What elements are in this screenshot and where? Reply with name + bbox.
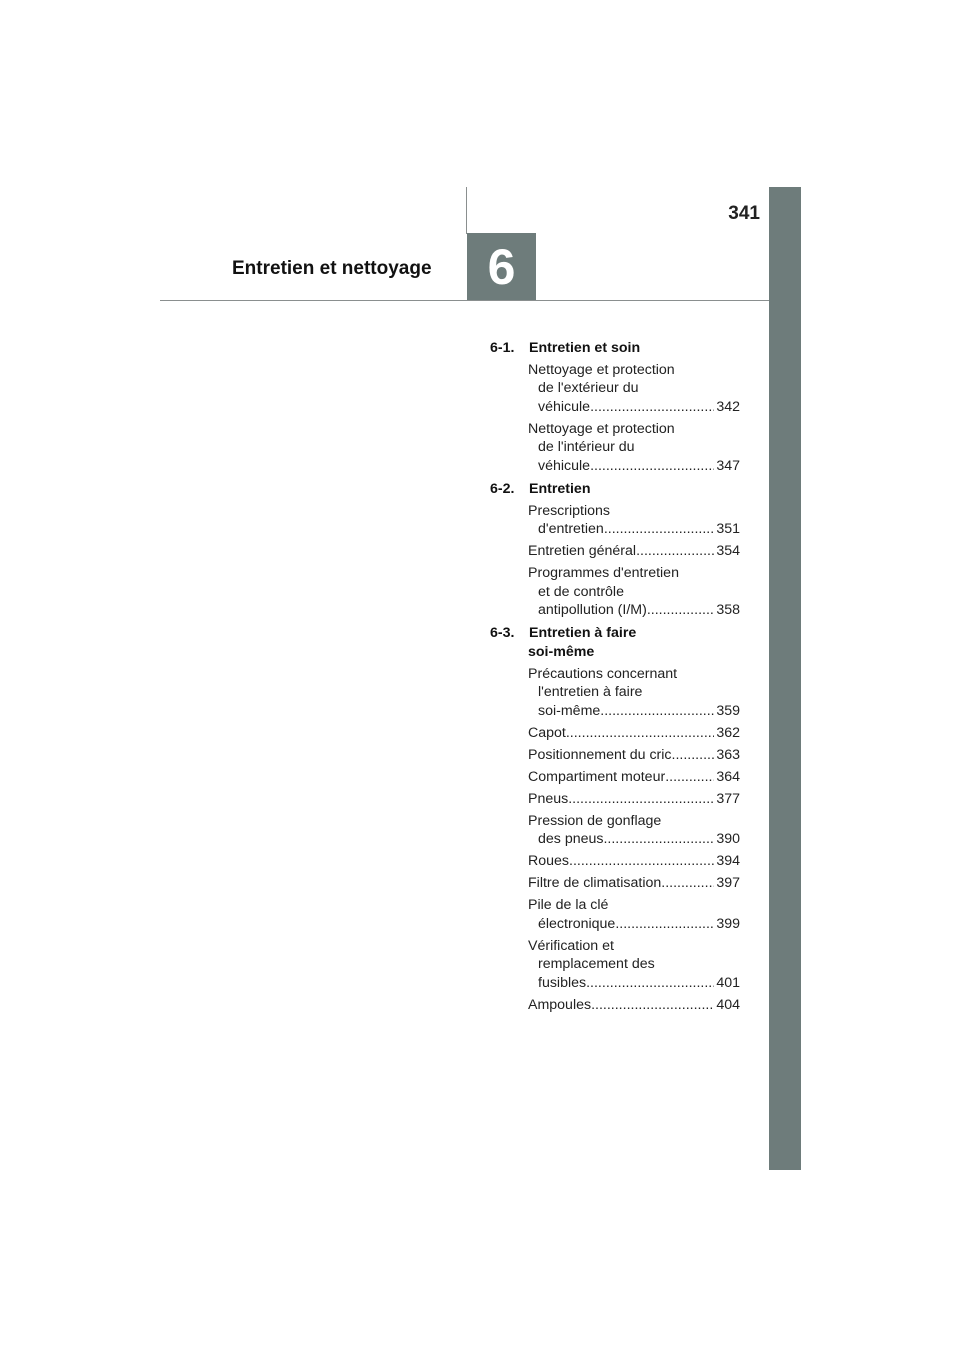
section-heading: [490, 339, 740, 358]
toc-entry-line: [528, 724, 740, 743]
section-heading: [490, 624, 740, 643]
toc-entry: [528, 790, 740, 809]
toc-entry-text: fusibles: [538, 974, 587, 991]
table-of-contents: [490, 334, 740, 1014]
dot-leader: [636, 542, 714, 561]
toc-entry-text: Pile de la clé: [528, 897, 609, 913]
section-title: Entretien et soin: [529, 339, 641, 356]
dot-leader: [569, 852, 714, 871]
toc-entry-text: Pression de gonflage: [528, 812, 662, 829]
toc-entry-text: d'entretien: [538, 521, 604, 537]
section-number: 6-1.: [490, 339, 515, 356]
toc-entry-text: Capot: [528, 724, 566, 741]
dot-leader: [590, 398, 714, 417]
toc-entry-text: Ampoules: [528, 996, 592, 1013]
toc-entry-text: Programmes d'entretien: [528, 565, 679, 581]
section-number: 6-3.: [490, 625, 515, 641]
toc-entry-text: Nettoyage et protection: [528, 420, 675, 437]
toc-entry-line: [528, 601, 740, 620]
toc-page-number: 404: [716, 996, 740, 1013]
toc-page-number: 359: [716, 702, 740, 719]
section-title: Entretien: [529, 480, 591, 497]
toc-entry-text: de l'extérieur du: [538, 380, 639, 396]
toc-entry: [528, 768, 740, 787]
dot-leader: [661, 874, 714, 893]
dot-leader: [586, 974, 714, 993]
toc-entry-line: [528, 457, 740, 476]
chapter-number-box: 6: [467, 233, 536, 301]
section-title: Entretien à faire: [529, 625, 637, 641]
toc-page-number: 358: [716, 602, 740, 618]
dot-leader: [615, 915, 714, 934]
toc-entry: [528, 564, 740, 620]
section-title-continued: soi-même: [528, 643, 595, 660]
dot-leader: [566, 724, 714, 743]
dot-leader: [568, 790, 714, 809]
toc-page-number: 390: [716, 831, 740, 847]
toc-entry-line: [528, 790, 740, 809]
toc-entry-line: [528, 852, 740, 871]
toc-entry: [528, 937, 740, 993]
toc-entry-text: des pneus: [538, 831, 604, 847]
toc-entry-line: [528, 746, 740, 765]
toc-page-number: 364: [716, 768, 740, 785]
section-number: 6-2.: [490, 480, 515, 497]
header-vertical-rule: [466, 187, 467, 234]
toc-page-number: 394: [716, 853, 740, 869]
toc-entry-text: de l'intérieur du: [538, 439, 635, 455]
toc-section: [490, 339, 740, 476]
toc-entry: [528, 724, 740, 743]
dot-leader: [604, 520, 715, 539]
toc-entry-text: soi-même: [538, 702, 601, 719]
toc-page-number: 363: [716, 746, 740, 763]
toc-entry-line: [528, 398, 740, 417]
toc-page-number: 347: [716, 457, 740, 474]
toc-entry-text: Prescriptions: [528, 502, 611, 519]
toc-page-number: 354: [716, 543, 740, 559]
toc-page-number: 342: [716, 398, 740, 415]
dot-leader: [647, 601, 715, 620]
toc-entry-line: [528, 542, 740, 561]
toc-entry-text: Entretien général: [528, 543, 637, 559]
toc-entry-text: Pneus: [528, 790, 569, 807]
toc-entry: [528, 420, 740, 476]
toc-entry-text: Roues: [528, 853, 570, 869]
toc-entry: [528, 746, 740, 765]
toc-entry-text: Compartiment moteur: [528, 768, 666, 785]
toc-entry-line: [528, 874, 740, 893]
toc-entry-line: [528, 702, 740, 721]
toc-entry: [528, 896, 740, 933]
toc-entry-text: Précautions concernant: [528, 665, 678, 682]
dot-leader: [590, 457, 714, 476]
toc-page-number: 351: [716, 521, 740, 537]
toc-entry: [528, 542, 740, 561]
toc-page-number: 397: [716, 875, 740, 891]
toc-page-number: 377: [716, 790, 740, 807]
toc-entry-line: [528, 830, 740, 849]
toc-entry-line: [528, 974, 740, 993]
toc-entry: [528, 996, 740, 1015]
toc-entry-text: Nettoyage et protection: [528, 361, 675, 378]
toc-page-number: 401: [716, 974, 740, 991]
toc-page-number: 399: [716, 915, 740, 932]
toc-entry-text: remplacement des: [538, 956, 655, 972]
toc-entry-line: [528, 996, 740, 1015]
toc-entry: [528, 502, 740, 539]
toc-entry-line: [528, 520, 740, 539]
toc-entry-text: véhicule: [538, 457, 591, 474]
section-heading: [490, 480, 740, 499]
toc-entry: [528, 812, 740, 849]
toc-entry-text: antipollution (I/M): [538, 602, 647, 618]
dot-leader: [665, 768, 714, 787]
toc-entry-text: l'entretien à faire: [538, 684, 643, 700]
toc-entry-text: Vérification et: [528, 937, 614, 954]
toc-entry-text: et de contrôle: [538, 583, 624, 600]
toc-entry: [528, 361, 740, 417]
toc-entry-line: [528, 768, 740, 787]
toc-entry-line: [528, 915, 740, 934]
chapter-tab-bar: [769, 187, 801, 1170]
toc-section: [490, 480, 740, 620]
toc-entry: [528, 874, 740, 893]
toc-entry-text: Positionnement du cric: [528, 746, 672, 763]
toc-page-number: 362: [716, 724, 740, 741]
toc-entry-text: véhicule: [538, 398, 591, 415]
dot-leader: [600, 702, 714, 721]
page-number: 341: [728, 203, 760, 224]
dot-leader: [672, 746, 715, 765]
toc-entry-text: électronique: [538, 915, 616, 932]
chapter-title: Entretien et nettoyage: [232, 258, 432, 279]
toc-section: [490, 624, 740, 1014]
toc-entry: [528, 852, 740, 871]
header-horizontal-rule: [160, 300, 770, 301]
toc-entry-text: Filtre de climatisation: [528, 875, 662, 891]
dot-leader: [603, 830, 714, 849]
dot-leader: [591, 996, 714, 1015]
toc-entry: [528, 665, 740, 721]
